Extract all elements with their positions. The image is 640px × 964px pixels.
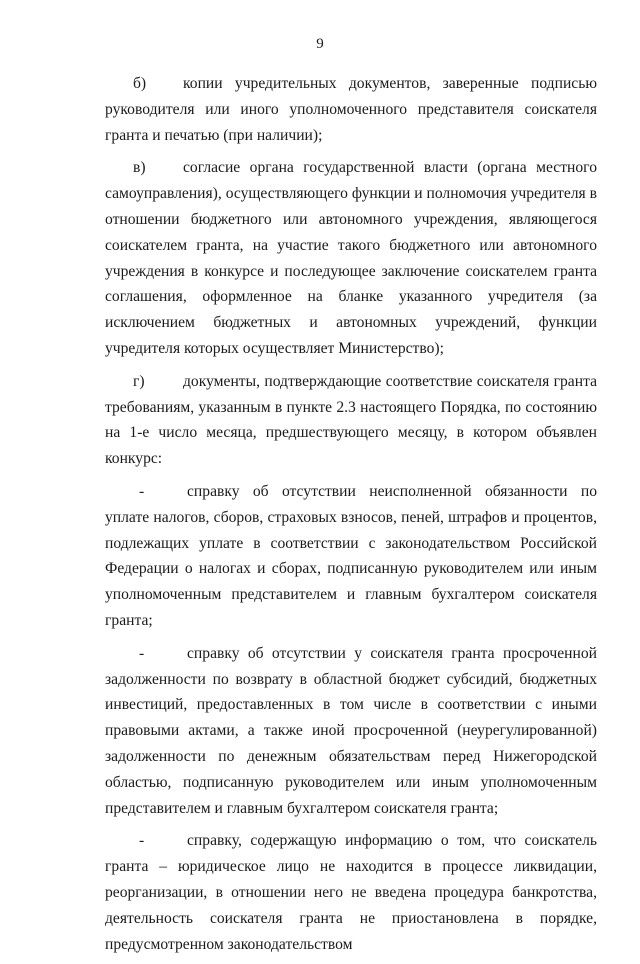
page-number: 9	[316, 36, 324, 52]
paragraph-text: справку, содержащую информацию о том, что соискатель гранта – юридическое лицо не находится в процессе ликвидации, реорганизации, в отношении него не введена процедура банкротства, деятельность соискателя гранта не приостановлена в порядке, предусмотренном законодательством	[105, 832, 597, 953]
bullet-debt-certificate	[105, 641, 597, 822]
dash-marker: -	[139, 482, 145, 500]
dash-marker: -	[139, 832, 145, 850]
bullet-liquidation-certificate	[105, 828, 597, 957]
paragraph-text: справку об отсутствии у соискателя гранта просроченной задолженности по возврату в областной бюджет субсидий, бюджетных инвестиций, предоставленных в том числе в соответствии с иными правовыми актами, а также иной просроченной (неурегулированной) задолженности по денежным обязательствам перед Нижегородской областью, подписанную руководителем или иным уполномоченным представителем и главным бухгалтером соискателя гранта;	[105, 644, 597, 817]
paragraph-text: согласие органа государственной власти (органа местного самоуправления), осуществляющего функции и полномочия учредителя в отношении бюджетного или автономного учреждения, являющегося соискателем гранта, на участие такого бюджетного или автономного учреждения в конкурсе и последующее заключение соискателем гранта соглашения, оформленное на бланке указанного учредителя (за исключением бюджетных и автономных учреждений, функции учредителя которых осуществляет Министерство);	[105, 159, 597, 357]
list-marker: г)	[133, 372, 145, 390]
list-marker: в)	[133, 159, 146, 177]
paragraph-v	[105, 155, 597, 361]
paragraph-b	[105, 71, 597, 148]
bullet-tax-certificate	[105, 479, 597, 634]
paragraph-g	[105, 369, 597, 472]
document-body	[105, 71, 597, 964]
paragraph-text: документы, подтверждающие соответствие соискателя гранта требованиям, указанным в пункте 2.3 настоящего Порядка, по состоянию на 1-е число месяца, предшествующего месяцу, в котором объявлен конкурс:	[105, 372, 597, 468]
list-marker: б)	[133, 75, 147, 92]
dash-marker: -	[139, 644, 145, 662]
paragraph-text: копии учредительных документов, заверенные подписью руководителя или иного уполномоченного представителя соискателя гранта и печатью (при наличии);	[105, 75, 597, 144]
paragraph-text: справку об отсутствии неисполненной обязанности по уплате налогов, сборов, страховых взносов, пеней, штрафов и процентов, подлежащих уплате в соответствии с законодательством Российской Федерации о налогах и сборах, подписанную руководителем или иным уполномоченным представителем и главным бухгалтером соискателя гранта;	[105, 482, 597, 629]
